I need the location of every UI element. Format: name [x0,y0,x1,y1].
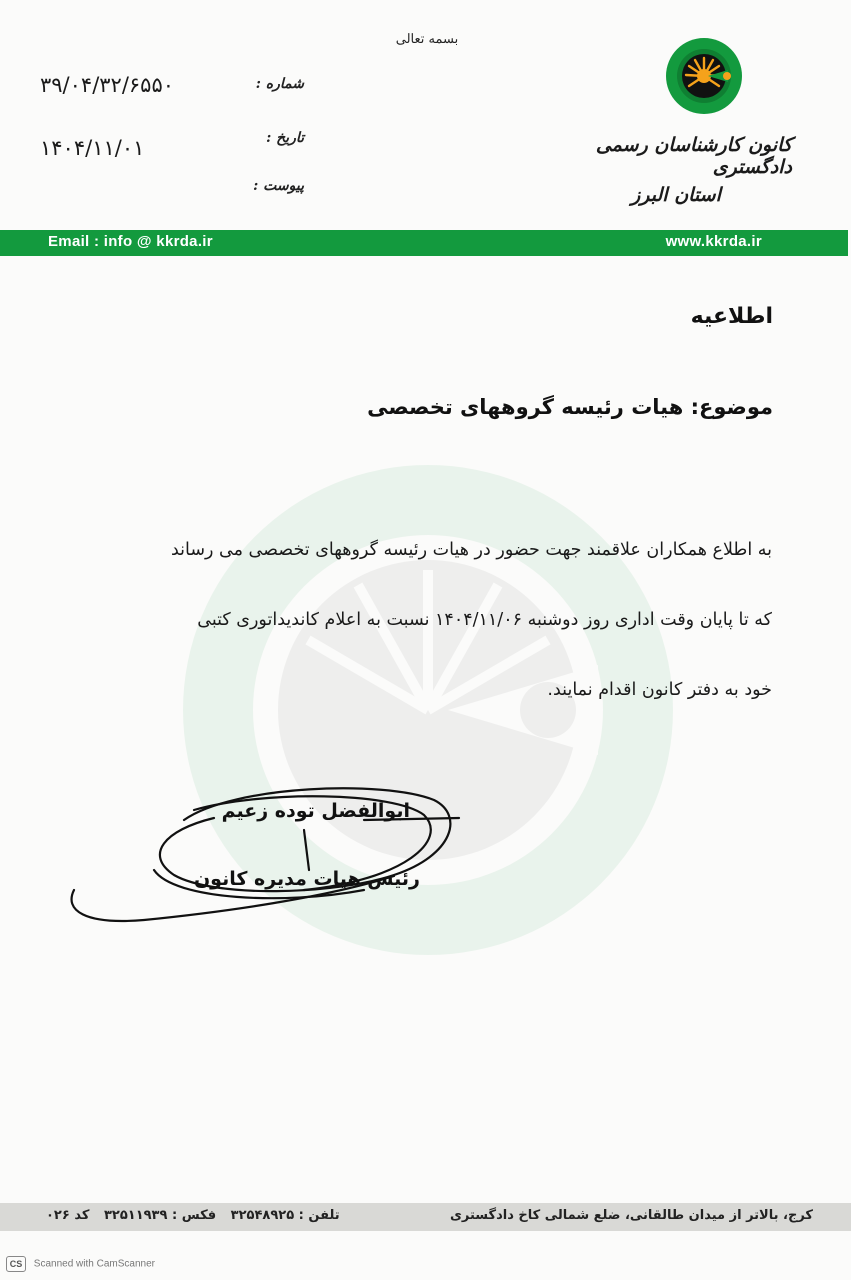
org-name: کانون کارشناسان رسمی دادگستری [595,134,792,178]
paragraph-line: به اطلاع همکاران علاقمند جهت حضور در هیات رئیسه گروههای تخصصی می رساند [170,540,772,560]
paragraph-line: خود به دفتر کانون اقدام نمایند. [547,680,772,700]
date-label: تاریخ : [266,130,304,146]
signer-title: رئیس هیات مدیره کانون [193,868,420,890]
footer-code: کد ۰۲۶ [46,1208,90,1223]
date-value: ۱۴۰۴/۱۱/۰۱ [40,136,145,160]
number-label: شماره : [255,76,304,92]
bismillah: بسمه تعالی [395,32,459,47]
attachment-label: پیوست : [253,178,304,194]
footer-address: کرج، بالاتر از میدان طالقانی، ضلع شمالی کاخ دادگستری [449,1208,813,1223]
signer-name: ابوالفضل توده زعیم [221,800,410,822]
sun-emblem-icon [664,36,744,116]
camscanner-logo-icon: CS [6,1256,26,1272]
email-link[interactable]: Email : info @ kkrda.ir [48,233,213,250]
footer-fax: فکس : ۳۲۵۱۱۹۳۹ [103,1208,217,1223]
scanner-badge [6,1256,155,1274]
header-bar [0,230,848,256]
website-link[interactable]: www.kkrda.ir [665,233,762,250]
number-value: ۳۹/۰۴/۳۲/۶۵۵۰ [40,73,175,97]
announcement-paragraph [70,515,772,725]
subject-line: موضوع: هیات رئیسه گروههای تخصصی [367,395,773,419]
org-province: استان البرز [631,184,721,206]
scanner-text: Scanned with CamScanner [33,1258,155,1270]
footer-contact [36,1208,340,1223]
footer-bar [0,1203,851,1231]
announcement-heading: اطلاعیه [690,304,773,329]
footer-phone: تلفن : ۳۲۵۴۸۹۲۵ [230,1208,340,1223]
paragraph-line: که تا پایان وقت اداری روز دوشنبه ۱۴۰۴/۱۱/۰۶ نسبت به اعلام کاندیداتوری کتبی [197,610,772,630]
